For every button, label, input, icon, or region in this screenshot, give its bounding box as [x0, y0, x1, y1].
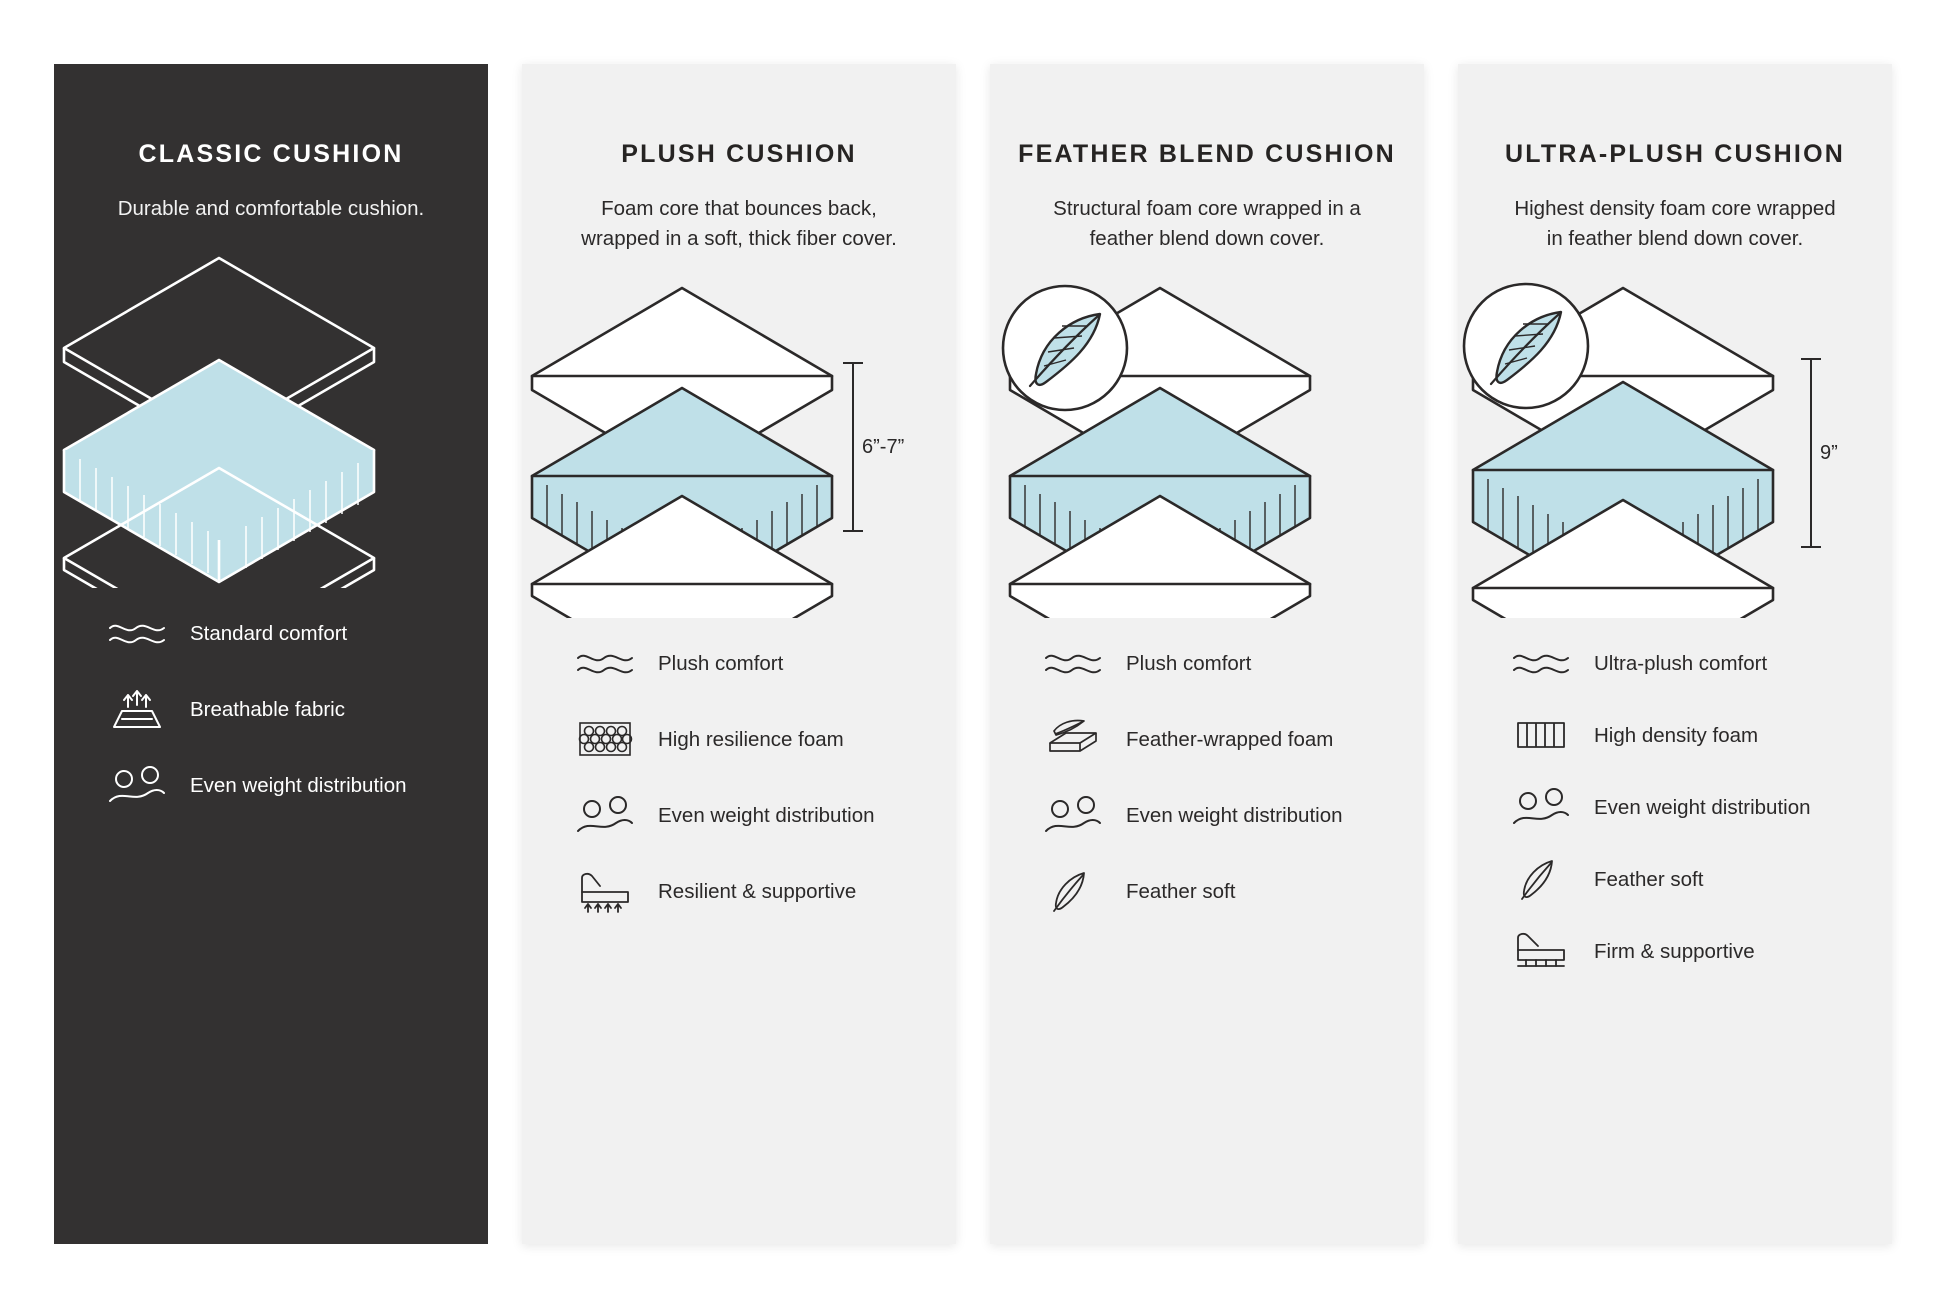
feature-label: Even weight distribution	[1594, 795, 1811, 819]
high-density-foam-icon	[1510, 710, 1572, 760]
feature-label: Plush comfort	[1126, 651, 1252, 675]
even-weight-distribution-icon	[1042, 790, 1104, 840]
wave-lines-icon	[106, 608, 168, 658]
feather-wrapped-foam-icon	[1042, 714, 1104, 764]
feature-list-plush	[574, 638, 904, 916]
list-item	[106, 684, 436, 734]
list-item	[1042, 714, 1372, 764]
page-title: CLASSIC CUSHION	[138, 140, 404, 168]
exploded-cushion-diagram-classic	[54, 248, 488, 588]
feature-list-ultra-plush	[1510, 638, 1840, 976]
list-item	[106, 760, 436, 810]
dimension-bar	[1810, 358, 1812, 548]
feature-label: Standard comfort	[190, 621, 348, 645]
list-item	[1510, 782, 1840, 832]
list-item	[574, 638, 904, 688]
card-description: Highest density foam core wrapped in feather blend down cover.	[1514, 197, 1836, 250]
feature-list-classic	[106, 608, 436, 810]
wave-lines-icon	[1042, 638, 1104, 688]
even-weight-distribution-icon	[1510, 782, 1572, 832]
list-item	[1042, 790, 1372, 840]
feature-label: Even weight distribution	[1126, 803, 1343, 827]
page-title: PLUSH CUSHION	[621, 140, 857, 168]
firm-support-icon	[1510, 926, 1572, 976]
list-item	[1510, 854, 1840, 904]
resilient-support-icon	[574, 866, 636, 916]
cushion-card-plush[interactable]	[522, 64, 956, 1244]
list-item	[1042, 866, 1372, 916]
dimension-label: 6”-7”	[862, 435, 905, 458]
list-item	[1510, 710, 1840, 760]
feature-label: Feather soft	[1594, 867, 1704, 891]
even-weight-distribution-icon	[106, 760, 168, 810]
feature-list-feather-blend	[1042, 638, 1372, 916]
cushion-card-feather-blend[interactable]	[990, 64, 1424, 1244]
card-description: Durable and comfortable cushion.	[117, 197, 425, 220]
feather-icon	[1042, 866, 1104, 916]
list-item	[574, 790, 904, 840]
exploded-cushion-diagram-feather-blend	[990, 278, 1424, 618]
feature-label: Firm & supportive	[1594, 939, 1755, 963]
page-title: FEATHER BLEND CUSHION	[1018, 140, 1396, 168]
breathable-fabric-icon	[106, 684, 168, 734]
feature-label: Plush comfort	[658, 651, 784, 675]
exploded-cushion-diagram-plush	[522, 278, 956, 618]
dimension-callout-ultra-plush	[1810, 358, 1838, 548]
feature-label: High resilience foam	[658, 727, 844, 751]
cushion-card-classic[interactable]	[54, 64, 488, 1244]
list-item	[1042, 638, 1372, 688]
list-item	[1510, 638, 1840, 688]
list-item	[1510, 926, 1840, 976]
page-title: ULTRA-PLUSH CUSHION	[1505, 140, 1845, 168]
feature-label: Resilient & supportive	[658, 879, 857, 903]
list-item	[574, 866, 904, 916]
dimension-label: 9”	[1820, 441, 1838, 464]
list-item	[106, 608, 436, 658]
honeycomb-foam-icon	[574, 714, 636, 764]
wave-lines-icon	[574, 638, 636, 688]
feature-label: Feather soft	[1126, 879, 1236, 903]
cushion-card-ultra-plush[interactable]	[1458, 64, 1892, 1244]
card-description: Foam core that bounces back, wrapped in a soft, thick fiber cover.	[581, 197, 897, 250]
dimension-callout-plush	[852, 362, 904, 532]
list-item	[574, 714, 904, 764]
exploded-cushion-diagram-ultra-plush	[1458, 278, 1892, 618]
feature-label: Breathable fabric	[190, 697, 345, 721]
feature-label: Even weight distribution	[190, 773, 407, 797]
feather-badge	[1003, 286, 1127, 410]
card-description: Structural foam core wrapped in a feather blend down cover.	[1053, 197, 1361, 250]
feather-badge	[1464, 284, 1588, 408]
feather-icon	[1510, 854, 1572, 904]
feature-label: High density foam	[1594, 723, 1759, 747]
dimension-bar	[852, 362, 854, 532]
wave-lines-icon	[1510, 638, 1572, 688]
feature-label: Even weight distribution	[658, 803, 875, 827]
feature-label: Ultra-plush comfort	[1594, 651, 1768, 675]
feature-label: Feather-wrapped foam	[1126, 727, 1334, 751]
even-weight-distribution-icon	[574, 790, 636, 840]
